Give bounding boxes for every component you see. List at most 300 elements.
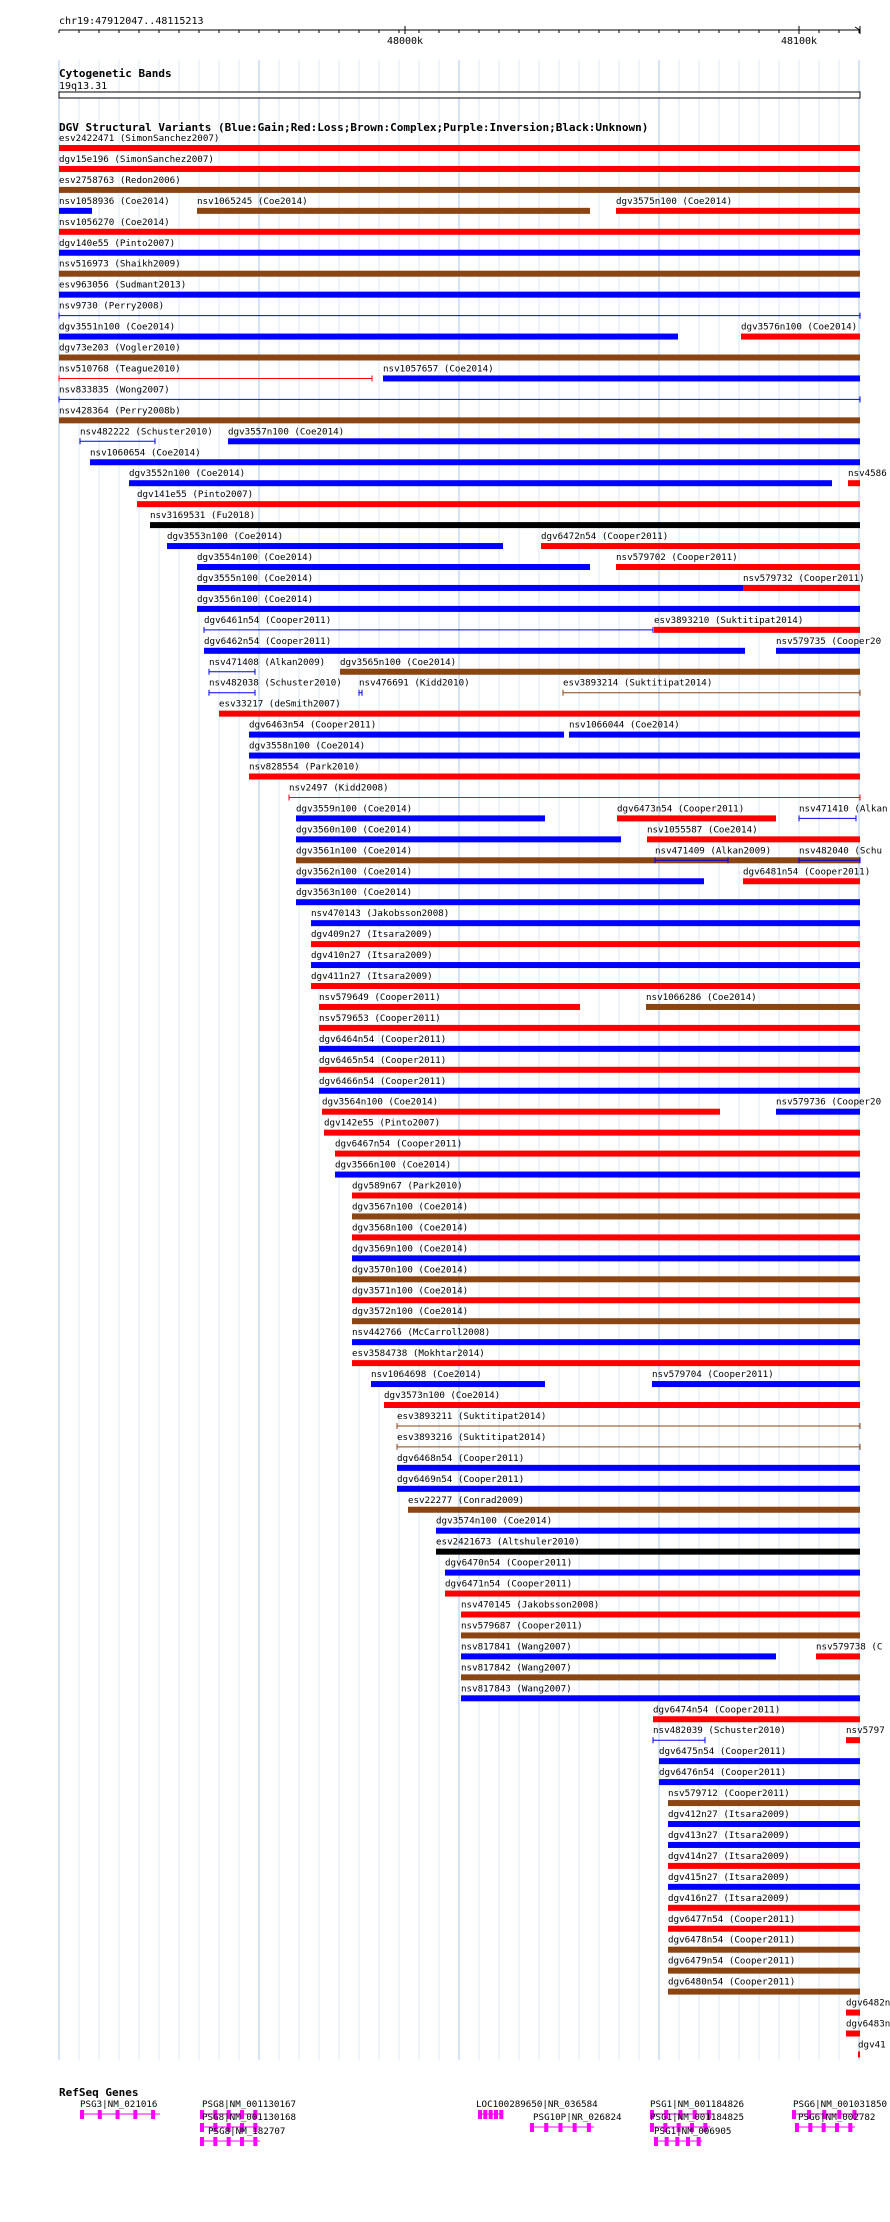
- dgv-variant-bar[interactable]: [436, 1549, 860, 1555]
- refseq-gene-label: PSG8|NM_182707: [208, 2126, 286, 2137]
- dgv-variant[interactable]: [569, 720, 860, 738]
- dgv-variant-label: dgv6472n54 (Cooper2011): [541, 531, 669, 543]
- refseq-gene-exon: [587, 2123, 591, 2132]
- dgv-variant-label: esv33217 (deSmith2007): [219, 698, 341, 710]
- dgv-variant-label: dgv6475n54 (Cooper2011): [659, 1746, 787, 1758]
- dgv-variant[interactable]: [352, 1201, 860, 1219]
- dgv-variant[interactable]: [397, 1453, 860, 1471]
- dgv-variant-bar[interactable]: [352, 1360, 860, 1366]
- dgv-variant-bar[interactable]: [858, 2051, 860, 2057]
- dgv-variant[interactable]: [296, 845, 860, 863]
- dgv-variant[interactable]: [129, 468, 832, 486]
- refseq-gene-exon: [494, 2110, 498, 2119]
- dgv-variant-bar[interactable]: [659, 1779, 860, 1785]
- dgv-variant-label: nsv516973 (Shaikh2009): [59, 258, 181, 270]
- dgv-variant-bar[interactable]: [668, 1926, 860, 1932]
- dgv-variant-label: dgv6478n54 (Cooper2011): [668, 1934, 796, 1946]
- ruler: [59, 26, 860, 47]
- dgv-variant[interactable]: [668, 1893, 860, 1911]
- dgv-variant-bar[interactable]: [311, 920, 860, 926]
- dgv-variant[interactable]: [846, 2019, 890, 2037]
- refseq-gene-exon: [116, 2110, 120, 2119]
- dgv-variant-bar[interactable]: [668, 1968, 860, 1974]
- dgv-variant-label: dgv3570n100 (Coe2014): [352, 1264, 469, 1276]
- dgv-variant-bar[interactable]: [319, 1004, 580, 1010]
- dgv-variant[interactable]: [311, 929, 860, 947]
- dgv-variant-label: dgv3565n100 (Coe2014): [340, 656, 457, 668]
- dgv-variant-bar[interactable]: [311, 941, 860, 947]
- refseq-gene-label: LOC100289650|NR_036584: [476, 2099, 598, 2110]
- dgv-variant[interactable]: [668, 1956, 860, 1974]
- dgv-variant[interactable]: [352, 1243, 860, 1261]
- dgv-variant-label: dgv6473n54 (Cooper2011): [617, 803, 745, 815]
- dgv-variant[interactable]: [659, 1767, 860, 1785]
- dgv-variant-label: nsv510768 (Teague2010): [59, 363, 181, 375]
- dgv-variant-bar[interactable]: [668, 1905, 860, 1911]
- dgv-variant[interactable]: [848, 468, 887, 486]
- dgv-variant-bar[interactable]: [219, 711, 860, 717]
- dgv-variant[interactable]: [384, 1390, 860, 1408]
- dgv-variant[interactable]: [659, 1746, 860, 1764]
- refseq-gene-exon: [686, 2137, 690, 2146]
- dgv-variant-bar[interactable]: [647, 836, 860, 842]
- dgv-variant[interactable]: [647, 824, 860, 842]
- dgv-variant-bar[interactable]: [616, 208, 860, 214]
- dgv-variant-label: dgv3553n100 (Coe2014): [167, 531, 284, 543]
- dgv-variant[interactable]: [445, 1579, 860, 1597]
- dgv-variant-bar[interactable]: [408, 1507, 860, 1513]
- dgv-variant[interactable]: [652, 1369, 860, 1387]
- dgv-variant[interactable]: [616, 552, 860, 570]
- dgv-variant-label: dgv589n67 (Park2010): [352, 1180, 463, 1192]
- refseq-gene-exon: [848, 2123, 852, 2132]
- dgv-variant-label: nsv482038 (Schuster2010): [209, 677, 342, 689]
- dgv-variant-label: nsv833835 (Wong2007): [59, 384, 170, 396]
- dgv-variant-bar[interactable]: [59, 271, 860, 277]
- dgv-variant[interactable]: [352, 1327, 860, 1345]
- dgv-variant-rows: [59, 133, 890, 2057]
- dgv-variant[interactable]: [858, 2039, 886, 2057]
- dgv-variant[interactable]: [249, 741, 860, 759]
- dgv-variant-bar[interactable]: [352, 1193, 860, 1199]
- dgv-variant[interactable]: [204, 615, 653, 633]
- dgv-variant[interactable]: [397, 1411, 860, 1429]
- dgv-variant-bar[interactable]: [59, 229, 860, 235]
- dgv-variant[interactable]: [197, 594, 860, 612]
- dgv-variant-bar[interactable]: [129, 480, 832, 486]
- dgv-variant-label: nsv1065245 (Coe2014): [197, 195, 308, 207]
- dgv-variant[interactable]: [167, 531, 503, 549]
- refseq-gene-exon: [530, 2123, 534, 2132]
- dgv-variant-label: dgv6476n54 (Cooper2011): [659, 1767, 787, 1779]
- dgv-variant[interactable]: [352, 1181, 860, 1199]
- dgv-variant-bar[interactable]: [569, 732, 860, 738]
- dgv-variant[interactable]: [816, 1641, 882, 1659]
- refseq-gene[interactable]: [654, 2126, 731, 2146]
- dgv-variant-bar[interactable]: [384, 1402, 860, 1408]
- dgv-variant-label: dgv6477n54 (Cooper2011): [668, 1913, 796, 1925]
- dgv-variant[interactable]: [668, 1872, 860, 1890]
- refseq-gene[interactable]: [795, 2112, 875, 2132]
- dgv-variant-bar[interactable]: [397, 1465, 860, 1471]
- dgv-variant-bar[interactable]: [461, 1612, 860, 1618]
- dgv-variant-bar[interactable]: [352, 1213, 860, 1219]
- dgv-variant-bar[interactable]: [59, 250, 860, 256]
- dgv-variant[interactable]: [668, 1935, 860, 1953]
- dgv-variant[interactable]: [150, 510, 860, 528]
- dgv-variant-label: esv963056 (Sudmant2013): [59, 279, 187, 291]
- dgv-variant-bar[interactable]: [616, 564, 860, 570]
- dgv-track-title: DGV Structural Variants (Blue:Gain;Red:Loss;Brown:Complex;Purple:Inversion;Black:Unknown): [59, 121, 649, 134]
- dgv-variant-bar[interactable]: [228, 438, 860, 444]
- dgv-variant-label: nsv1066286 (Coe2014): [646, 991, 757, 1003]
- dgv-variant[interactable]: [741, 322, 860, 340]
- dgv-variant-bar[interactable]: [654, 627, 860, 633]
- dgv-variant[interactable]: [352, 1348, 860, 1366]
- dgv-variant[interactable]: [324, 1118, 860, 1136]
- dgv-variant[interactable]: [563, 678, 860, 696]
- dgv-variant-bar[interactable]: [848, 480, 860, 486]
- dgv-variant[interactable]: [352, 1264, 860, 1282]
- refseq-gene-exon: [795, 2123, 799, 2132]
- dgv-variant-label: nsv470143 (Jakobsson2008): [311, 908, 450, 920]
- refseq-gene-exon: [808, 2123, 812, 2132]
- dgv-variant[interactable]: [197, 196, 590, 214]
- dgv-variant-bar[interactable]: [383, 375, 860, 381]
- dgv-variant-label: nsv579687 (Cooper2011): [461, 1620, 583, 1632]
- dgv-variant-label: nsv471409 (Alkan2009): [655, 845, 772, 857]
- dgv-variant[interactable]: [249, 720, 564, 738]
- dgv-variant-label: dgv3560n100 (Coe2014): [296, 824, 413, 836]
- refseq-gene-exon: [697, 2137, 701, 2146]
- dgv-variant-label: dgv3576n100 (Coe2014): [741, 321, 858, 333]
- dgv-variant-label: nsv579649 (Cooper2011): [319, 991, 441, 1003]
- dgv-variant[interactable]: [90, 447, 860, 465]
- dgv-variant[interactable]: [319, 992, 580, 1010]
- dgv-variant-bar[interactable]: [445, 1591, 860, 1597]
- dgv-variant-bar[interactable]: [322, 1109, 720, 1115]
- dgv-variant-bar[interactable]: [652, 1381, 860, 1387]
- dgv-variant-label: esv3584738 (Mokhtar2014): [352, 1348, 485, 1360]
- dgv-variant[interactable]: [408, 1495, 860, 1513]
- dgv-variant-bar[interactable]: [846, 2010, 860, 2016]
- dgv-variant[interactable]: [799, 803, 888, 821]
- dgv-variant[interactable]: [59, 363, 372, 381]
- dgv-variant[interactable]: [846, 1725, 885, 1743]
- dgv-variant-label: nsv2497 (Kidd2008): [289, 782, 389, 794]
- dgv-variant-bar[interactable]: [311, 983, 860, 989]
- dgv-variant-label: nsv482040 (Schu: [799, 845, 882, 857]
- dgv-variant[interactable]: [541, 531, 860, 549]
- dgv-variant[interactable]: [296, 866, 704, 884]
- dgv-variant[interactable]: [776, 1097, 881, 1115]
- dgv-variant[interactable]: [59, 322, 678, 340]
- dgv-variant[interactable]: [209, 657, 325, 675]
- dgv-variant-bar[interactable]: [249, 732, 564, 738]
- refseq-gene-exon: [654, 2137, 658, 2146]
- dgv-variant-label: nsv1064698 (Coe2014): [371, 1369, 482, 1381]
- dgv-variant-bar[interactable]: [668, 1842, 860, 1848]
- dgv-variant-bar[interactable]: [776, 1109, 860, 1115]
- dgv-variant-label: dgv6480n54 (Cooper2011): [668, 1976, 796, 1988]
- dgv-variant-label: dgv3555n100 (Coe2014): [197, 572, 314, 584]
- dgv-variant[interactable]: [846, 1998, 890, 2016]
- dgv-variant[interactable]: [461, 1620, 860, 1638]
- dgv-variant-label: dgv6461n54 (Cooper2011): [204, 614, 332, 626]
- cytoband-label: 19q13.31: [59, 81, 108, 92]
- dgv-variant-bar[interactable]: [59, 334, 678, 340]
- dgv-variant-label: nsv817843 (Wang2007): [461, 1683, 572, 1695]
- dgv-variant[interactable]: [311, 950, 860, 968]
- dgv-variant-label: nsv1057657 (Coe2014): [383, 363, 494, 375]
- dgv-variant-bar[interactable]: [668, 1989, 860, 1995]
- dgv-variant[interactable]: [204, 636, 745, 654]
- refseq-gene[interactable]: [200, 2126, 285, 2146]
- dgv-variant-bar[interactable]: [167, 543, 503, 549]
- dgv-variant[interactable]: [352, 1222, 860, 1240]
- dgv-variant[interactable]: [311, 908, 860, 926]
- dgv-variant-bar[interactable]: [846, 2031, 860, 2037]
- dgv-variant-label: nsv817841 (Wang2007): [461, 1641, 572, 1653]
- dgv-variant-bar[interactable]: [397, 1486, 860, 1492]
- dgv-variant[interactable]: [668, 1809, 860, 1827]
- dgv-variant[interactable]: [436, 1516, 860, 1534]
- dgv-variant-label: dgv3572n100 (Coe2014): [352, 1306, 469, 1318]
- dgv-variant-bar[interactable]: [668, 1800, 860, 1806]
- dgv-variant-bar[interactable]: [137, 501, 860, 507]
- dgv-variant[interactable]: [397, 1474, 860, 1492]
- dgv-variant-label: dgv3563n100 (Coe2014): [296, 887, 413, 899]
- dgv-variant-bar[interactable]: [846, 1737, 860, 1743]
- dgv-variant[interactable]: [209, 678, 342, 696]
- dgv-variant[interactable]: [322, 1097, 720, 1115]
- dgv-variant-bar[interactable]: [668, 1884, 860, 1890]
- dgv-variant-label: dgv73e203 (Vogler2010): [59, 342, 181, 354]
- dgv-variant[interactable]: [668, 1788, 860, 1806]
- dgv-variant[interactable]: [776, 636, 881, 654]
- dgv-variant-bar[interactable]: [335, 1151, 860, 1157]
- dgv-variant-bar[interactable]: [741, 334, 860, 340]
- refseq-gene-exon: [675, 2137, 679, 2146]
- dgv-variant-bar[interactable]: [197, 564, 590, 570]
- dgv-variant[interactable]: [352, 1306, 860, 1324]
- dgv-variant-bar[interactable]: [668, 1863, 860, 1869]
- ruler-tick-label-48000k: 48000k: [386, 36, 424, 47]
- dgv-variant-label: nsv1056270 (Coe2014): [59, 216, 170, 228]
- dgv-variant-label: nsv1066044 (Coe2014): [569, 719, 680, 731]
- dgv-variant-bar[interactable]: [352, 1318, 860, 1324]
- dgv-variant-bar[interactable]: [668, 1821, 860, 1827]
- dgv-variant-label: esv3893214 (Suktitipat2014): [563, 677, 713, 689]
- dgv-variant-label: esv3893211 (Suktitipat2014): [397, 1410, 547, 1422]
- dgv-variant-bar[interactable]: [59, 292, 860, 298]
- cytoband-bar[interactable]: [59, 92, 860, 98]
- dgv-variant-bar[interactable]: [371, 1381, 545, 1387]
- dgv-variant-label: dgv414n27 (Itsara2009): [668, 1850, 790, 1862]
- dgv-variant-label: dgv3567n100 (Coe2014): [352, 1201, 469, 1213]
- dgv-variant-bar[interactable]: [204, 648, 745, 654]
- dgv-variant[interactable]: [197, 552, 590, 570]
- dgv-variant-bar[interactable]: [319, 1025, 860, 1031]
- dgv-variant-bar[interactable]: [646, 1004, 860, 1010]
- dgv-variant-bar[interactable]: [461, 1653, 776, 1659]
- dgv-variant-label: dgv6479n54 (Cooper2011): [668, 1955, 796, 1967]
- dgv-variant-bar[interactable]: [59, 417, 860, 423]
- dgv-variant[interactable]: [653, 1704, 860, 1722]
- dgv-variant[interactable]: [335, 1139, 860, 1157]
- refseq-gene-exon: [792, 2110, 796, 2119]
- dgv-variant-bar[interactable]: [197, 606, 860, 612]
- dgv-variant-bar[interactable]: [617, 815, 776, 821]
- dgv-variant[interactable]: [616, 196, 860, 214]
- dgv-variant-label: dgv6468n54 (Cooper2011): [397, 1452, 525, 1464]
- dgv-variant-bar[interactable]: [340, 669, 860, 675]
- dgv-variant-label: dgv140e55 (Pinto2007): [59, 237, 176, 249]
- dgv-variant-bar[interactable]: [743, 878, 860, 884]
- dgv-variant[interactable]: [654, 615, 860, 633]
- refseq-gene-exon: [98, 2110, 102, 2119]
- dgv-variant-label: nsv428364 (Perry2008b): [59, 405, 181, 417]
- dgv-variant-bar[interactable]: [90, 459, 860, 465]
- dgv-variant-label: dgv415n27 (Itsara2009): [668, 1871, 790, 1883]
- refseq-gene-label: PSG6|NM_001031850: [793, 2099, 888, 2110]
- dgv-variant-bar[interactable]: [59, 208, 92, 214]
- dgv-variant[interactable]: [296, 887, 860, 905]
- refseq-gene-label: PSG3|NM_021016: [80, 2099, 158, 2110]
- dgv-variant-bar[interactable]: [668, 1947, 860, 1953]
- dgv-variant[interactable]: [289, 782, 860, 800]
- dgv-variant-bar[interactable]: [296, 815, 545, 821]
- dgv-variant[interactable]: [397, 1432, 860, 1450]
- dgv-variant[interactable]: [668, 1851, 860, 1869]
- dgv-variant-bar[interactable]: [59, 166, 860, 172]
- dgv-variant-bar[interactable]: [296, 899, 860, 905]
- dgv-variant-label: nsv9730 (Perry2008): [59, 300, 165, 312]
- dgv-variant[interactable]: [668, 1830, 860, 1848]
- dgv-variant-label: dgv3569n100 (Coe2014): [352, 1243, 469, 1255]
- dgv-variant-label: dgv3562n100 (Coe2014): [296, 866, 413, 878]
- dgv-variant-bar[interactable]: [150, 522, 860, 528]
- dgv-variant-bar[interactable]: [776, 648, 860, 654]
- dgv-variant-bar[interactable]: [461, 1674, 860, 1680]
- dgv-variant[interactable]: [646, 992, 860, 1010]
- dgv-variant-bar[interactable]: [659, 1758, 860, 1764]
- dgv-variant-label: nsv442766 (McCarroll2008): [352, 1327, 491, 1339]
- dgv-variant-label: nsv579738 (C: [816, 1641, 883, 1653]
- dgv-variant-label: dgv6470n54 (Cooper2011): [445, 1557, 573, 1569]
- dgv-variant[interactable]: [668, 1914, 860, 1932]
- dgv-variant[interactable]: [359, 678, 470, 696]
- dgv-variant-label: dgv15e196 (SimonSanchez2007): [59, 153, 214, 165]
- dgv-variant-bar[interactable]: [461, 1632, 860, 1638]
- dgv-variant[interactable]: [436, 1537, 860, 1555]
- dgv-variant-label: dgv3574n100 (Coe2014): [436, 1515, 553, 1527]
- dgv-variant[interactable]: [461, 1683, 860, 1701]
- dgv-variant[interactable]: [445, 1558, 860, 1576]
- dgv-variant[interactable]: [228, 426, 860, 444]
- refseq-track-title: RefSeq Genes: [59, 2086, 139, 2099]
- dgv-variant[interactable]: [80, 426, 213, 444]
- dgv-variant[interactable]: [743, 573, 865, 591]
- dgv-variant-bar[interactable]: [59, 187, 860, 193]
- dgv-variant[interactable]: [617, 803, 776, 821]
- dgv-variant-bar[interactable]: [335, 1172, 860, 1178]
- dgv-variant-bar[interactable]: [59, 355, 860, 361]
- dgv-variant-bar[interactable]: [816, 1653, 860, 1659]
- dgv-variant-bar[interactable]: [436, 1528, 860, 1534]
- dgv-variant-label: dgv41: [858, 2039, 886, 2051]
- dgv-variant-bar[interactable]: [249, 774, 860, 780]
- dgv-variant-label: nsv482222 (Schuster2010): [80, 426, 213, 438]
- dgv-variant-label: nsv3169531 (Fu2018): [150, 510, 256, 522]
- dgv-variant[interactable]: [340, 657, 860, 675]
- dgv-variant-bar[interactable]: [311, 962, 860, 968]
- dgv-variant-bar[interactable]: [324, 1130, 860, 1136]
- dgv-variant-label: dgv3571n100 (Coe2014): [352, 1285, 469, 1297]
- dgv-variant-bar[interactable]: [653, 1716, 860, 1722]
- dgv-variant-bar[interactable]: [296, 878, 704, 884]
- dgv-variant-bar[interactable]: [319, 1088, 860, 1094]
- dgv-variant-bar[interactable]: [197, 208, 590, 214]
- dgv-variant-bar[interactable]: [296, 857, 860, 863]
- dgv-variant-bar[interactable]: [59, 145, 860, 151]
- dgv-variant-bar[interactable]: [445, 1570, 860, 1576]
- dgv-variant[interactable]: [249, 762, 860, 780]
- dgv-variant[interactable]: [461, 1600, 860, 1618]
- refseq-gene-exon: [133, 2110, 137, 2119]
- refseq-gene-exon: [200, 2123, 204, 2132]
- dgv-variant-label: dgv142e55 (Pinto2007): [324, 1117, 441, 1129]
- dgv-variant-label: dgv3575n100 (Coe2014): [616, 195, 733, 207]
- refseq-gene[interactable]: [530, 2112, 622, 2132]
- dgv-variant-label: dgv3556n100 (Coe2014): [197, 593, 314, 605]
- dgv-variant-bar[interactable]: [461, 1695, 860, 1701]
- dgv-variant[interactable]: [799, 845, 882, 863]
- dgv-variant-label: dgv3568n100 (Coe2014): [352, 1222, 469, 1234]
- dgv-variant-label: dgv6463n54 (Cooper2011): [249, 719, 377, 731]
- dgv-variant[interactable]: [383, 363, 860, 381]
- dgv-variant[interactable]: [461, 1662, 860, 1680]
- dgv-variant[interactable]: [668, 1977, 860, 1995]
- dgv-variant-label: nsv579653 (Cooper2011): [319, 1012, 441, 1024]
- dgv-variant-bar[interactable]: [296, 836, 621, 842]
- dgv-variant-label: dgv3561n100 (Coe2014): [296, 845, 413, 857]
- refseq-gene[interactable]: [80, 2099, 160, 2119]
- dgv-variant-label: nsv579735 (Cooper20: [776, 635, 882, 647]
- dgv-variant-bar[interactable]: [541, 543, 860, 549]
- dgv-variant-label: nsv817842 (Wang2007): [461, 1662, 572, 1674]
- dgv-variant[interactable]: [59, 196, 170, 214]
- dgv-variant[interactable]: [311, 971, 860, 989]
- dgv-variant-bar[interactable]: [352, 1339, 860, 1345]
- dgv-variant-label: dgv6469n54 (Cooper2011): [397, 1473, 525, 1485]
- dgv-variant-bar[interactable]: [352, 1276, 860, 1282]
- dgv-variant-label: nsv579702 (Cooper2011): [616, 552, 738, 563]
- dgv-variant[interactable]: [743, 866, 870, 884]
- dgv-variant-bar[interactable]: [352, 1255, 860, 1261]
- dgv-variant-bar[interactable]: [249, 753, 860, 759]
- dgv-variant[interactable]: [296, 803, 545, 821]
- dgv-variant[interactable]: [335, 1160, 860, 1178]
- dgv-variant[interactable]: [352, 1285, 860, 1303]
- dgv-variant-bar[interactable]: [352, 1234, 860, 1240]
- dgv-variant-label: dgv3558n100 (Coe2014): [249, 740, 366, 752]
- dgv-variant-bar[interactable]: [319, 1067, 860, 1073]
- dgv-variant-bar[interactable]: [743, 585, 860, 591]
- dgv-variant-label: dgv409n27 (Itsara2009): [311, 929, 433, 941]
- dgv-variant-bar[interactable]: [319, 1046, 860, 1052]
- dgv-variant-bar[interactable]: [352, 1297, 860, 1303]
